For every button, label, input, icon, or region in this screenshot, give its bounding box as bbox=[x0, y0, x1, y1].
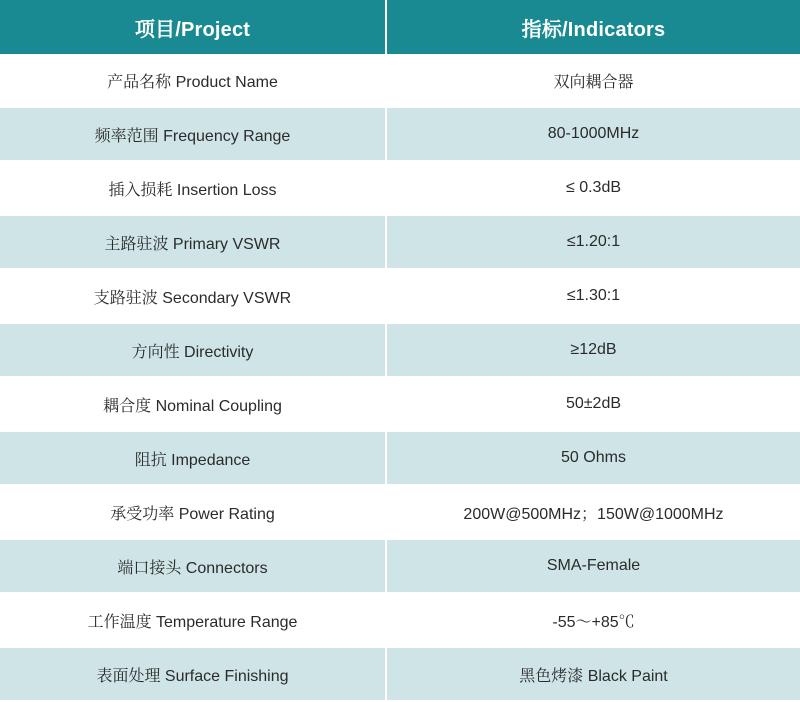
cell-project: 工作温度 Temperature Range bbox=[0, 593, 386, 647]
table-body bbox=[0, 54, 800, 701]
table-row bbox=[0, 161, 800, 215]
cell-indicator: ≥12dB bbox=[386, 323, 800, 377]
cell-project: 主路驻波 Primary VSWR bbox=[0, 215, 386, 269]
cell-project: 耦合度 Nominal Coupling bbox=[0, 377, 386, 431]
table-row bbox=[0, 377, 800, 431]
table-row bbox=[0, 269, 800, 323]
table-row bbox=[0, 431, 800, 485]
cell-project: 支路驻波 Secondary VSWR bbox=[0, 269, 386, 323]
cell-indicator: 80-1000MHz bbox=[386, 107, 800, 161]
cell-indicator: ≤1.20:1 bbox=[386, 215, 800, 269]
cell-project: 频率范围 Frequency Range bbox=[0, 107, 386, 161]
cell-project: 阻抗 Impedance bbox=[0, 431, 386, 485]
cell-indicator: 50±2dB bbox=[386, 377, 800, 431]
column-header-indicators: 指标/Indicators bbox=[386, 0, 800, 54]
table-row bbox=[0, 107, 800, 161]
cell-project: 插入损耗 Insertion Loss bbox=[0, 161, 386, 215]
table-row bbox=[0, 485, 800, 539]
table-row bbox=[0, 539, 800, 593]
cell-indicator: 黑色烤漆 Black Paint bbox=[386, 647, 800, 701]
cell-indicator: 200W@500MHz；150W@1000MHz bbox=[386, 485, 800, 539]
cell-indicator: SMA-Female bbox=[386, 539, 800, 593]
cell-project: 端口接头 Connectors bbox=[0, 539, 386, 593]
cell-indicator: 双向耦合器 bbox=[386, 54, 800, 107]
table-header bbox=[0, 0, 800, 54]
cell-project: 承受功率 Power Rating bbox=[0, 485, 386, 539]
cell-indicator: -55～+85℃ bbox=[386, 593, 800, 647]
cell-indicator: 50 Ohms bbox=[386, 431, 800, 485]
table-row bbox=[0, 647, 800, 701]
cell-indicator: ≤1.30:1 bbox=[386, 269, 800, 323]
table-row bbox=[0, 215, 800, 269]
cell-project: 方向性 Directivity bbox=[0, 323, 386, 377]
table-row bbox=[0, 54, 800, 107]
cell-project: 表面处理 Surface Finishing bbox=[0, 647, 386, 701]
cell-indicator: ≤ 0.3dB bbox=[386, 161, 800, 215]
cell-project: 产品名称 Product Name bbox=[0, 54, 386, 107]
table-row bbox=[0, 593, 800, 647]
table-row bbox=[0, 323, 800, 377]
column-header-project: 项目/Project bbox=[0, 0, 386, 54]
table-header-row bbox=[0, 0, 800, 54]
